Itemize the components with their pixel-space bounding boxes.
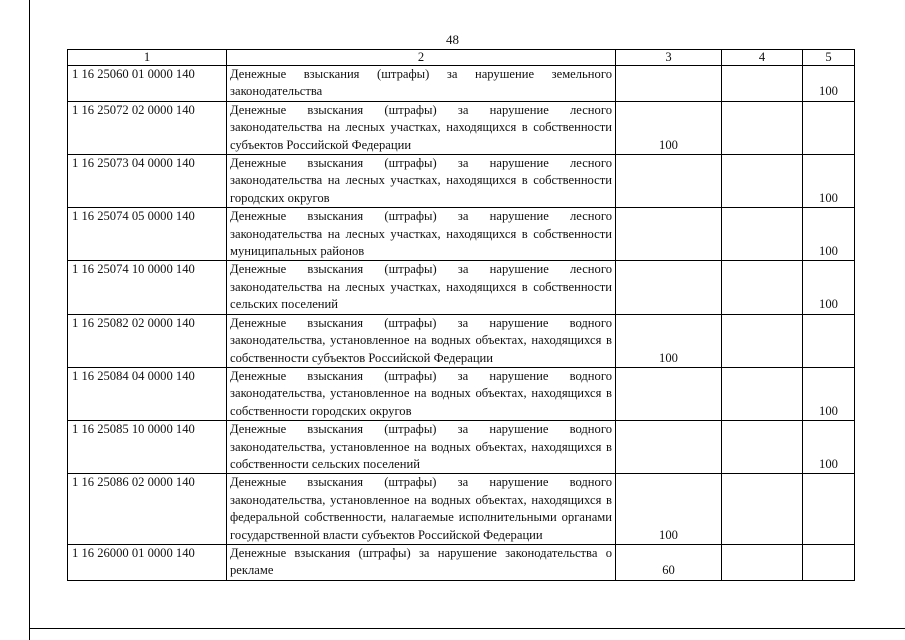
- column-4-cell: [722, 155, 803, 208]
- code-cell: 1 16 25082 02 0000 140: [68, 314, 227, 367]
- code-cell: 1 16 25074 10 0000 140: [68, 261, 227, 314]
- table-row: [68, 208, 855, 261]
- column-4-cell: [722, 421, 803, 474]
- code-cell: 1 16 26000 01 0000 140: [68, 544, 227, 580]
- column-4-cell: [722, 66, 803, 102]
- column-3-cell: [616, 367, 722, 420]
- description-cell: Денежные взыскания (штрафы) за нарушение лесного законодательства на лесных участках, находящихся в собственности сельских поселений: [227, 261, 616, 314]
- column-5-cell: [803, 155, 855, 208]
- column-3-cell-value: 100: [659, 137, 678, 152]
- column-5-cell-value: 100: [819, 456, 838, 471]
- description-cell: Денежные взыскания (штрафы) за нарушение земельного законодательства: [227, 66, 616, 102]
- table-header-row: [68, 50, 855, 66]
- column-5-cell: [803, 421, 855, 474]
- column-4-cell: [722, 261, 803, 314]
- table-row: [68, 474, 855, 545]
- code-cell: 1 16 25085 10 0000 140: [68, 421, 227, 474]
- scan-border-bottom: [29, 628, 905, 629]
- table-row: [68, 367, 855, 420]
- column-3-cell: [616, 421, 722, 474]
- column-header-4: 4: [722, 50, 803, 66]
- table-row: [68, 421, 855, 474]
- column-3-cell: [616, 101, 722, 154]
- column-header-1: 1: [68, 50, 227, 66]
- column-3-cell: [616, 66, 722, 102]
- column-3-cell: [616, 474, 722, 545]
- table-row: [68, 66, 855, 102]
- column-5-cell: [803, 474, 855, 545]
- code-cell: 1 16 25086 02 0000 140: [68, 474, 227, 545]
- column-3-cell: [616, 314, 722, 367]
- column-5-cell-value: 100: [819, 84, 838, 99]
- column-5-cell-value: 100: [819, 244, 838, 259]
- column-3-cell: [616, 208, 722, 261]
- column-3-cell-value: 100: [659, 350, 678, 365]
- column-5-cell: [803, 544, 855, 580]
- column-5-cell: [803, 208, 855, 261]
- code-cell: 1 16 25073 04 0000 140: [68, 155, 227, 208]
- column-3-cell: [616, 544, 722, 580]
- column-4-cell: [722, 101, 803, 154]
- page-number: 48: [446, 32, 459, 47]
- table-body: [68, 66, 855, 581]
- scan-border-left: [29, 0, 30, 640]
- column-5-cell: [803, 314, 855, 367]
- column-3-cell: [616, 155, 722, 208]
- table-row: [68, 101, 855, 154]
- column-5-cell-value: 100: [819, 403, 838, 418]
- column-4-cell: [722, 544, 803, 580]
- description-cell: Денежные взыскания (штрафы) за нарушение лесного законодательства на лесных участках, находящихся в собственности субъектов Российской Федерации: [227, 101, 616, 154]
- column-5-cell: [803, 367, 855, 420]
- column-5-cell: [803, 261, 855, 314]
- description-cell: Денежные взыскания (штрафы) за нарушение лесного законодательства на лесных участках, находящихся в собственности муниципальных районов: [227, 208, 616, 261]
- description-cell: Денежные взыскания (штрафы) за нарушение водного законодательства, установленное на водных объектах, находящихся в федеральной собственности, налагаемые исполнительными органами государственной власти субъектов Российской Федерации: [227, 474, 616, 545]
- code-cell: 1 16 25072 02 0000 140: [68, 101, 227, 154]
- description-cell: Денежные взыскания (штрафы) за нарушение лесного законодательства на лесных участках, находящихся в собственности городских округов: [227, 155, 616, 208]
- description-cell: Денежные взыскания (штрафы) за нарушение водного законодательства, установленное на водных объектах, находящихся в собственности городских округов: [227, 367, 616, 420]
- column-header-2: 2: [227, 50, 616, 66]
- table-row: [68, 544, 855, 580]
- column-3-cell-value: 100: [659, 527, 678, 542]
- column-4-cell: [722, 367, 803, 420]
- revenue-codes-table: [67, 49, 855, 581]
- column-3-cell-value: 60: [662, 563, 675, 578]
- code-cell: 1 16 25084 04 0000 140: [68, 367, 227, 420]
- description-cell: Денежные взыскания (штрафы) за нарушение законодательства о рекламе: [227, 544, 616, 580]
- column-5-cell-value: 100: [819, 297, 838, 312]
- column-3-cell: [616, 261, 722, 314]
- description-cell: Денежные взыскания (штрафы) за нарушение водного законодательства, установленное на водных объектах, находящихся в собственности субъектов Российской Федерации: [227, 314, 616, 367]
- code-cell: 1 16 25074 05 0000 140: [68, 208, 227, 261]
- description-cell: Денежные взыскания (штрафы) за нарушение водного законодательства, установленное на водных объектах, находящихся в собственности сельских поселений: [227, 421, 616, 474]
- column-5-cell: [803, 66, 855, 102]
- column-5-cell-value: 100: [819, 190, 838, 205]
- column-4-cell: [722, 208, 803, 261]
- table-row: [68, 314, 855, 367]
- column-header-5: 5: [803, 50, 855, 66]
- code-cell: 1 16 25060 01 0000 140: [68, 66, 227, 102]
- column-header-3: 3: [616, 50, 722, 66]
- table-row: [68, 155, 855, 208]
- column-5-cell: [803, 101, 855, 154]
- table-row: [68, 261, 855, 314]
- column-4-cell: [722, 314, 803, 367]
- column-4-cell: [722, 474, 803, 545]
